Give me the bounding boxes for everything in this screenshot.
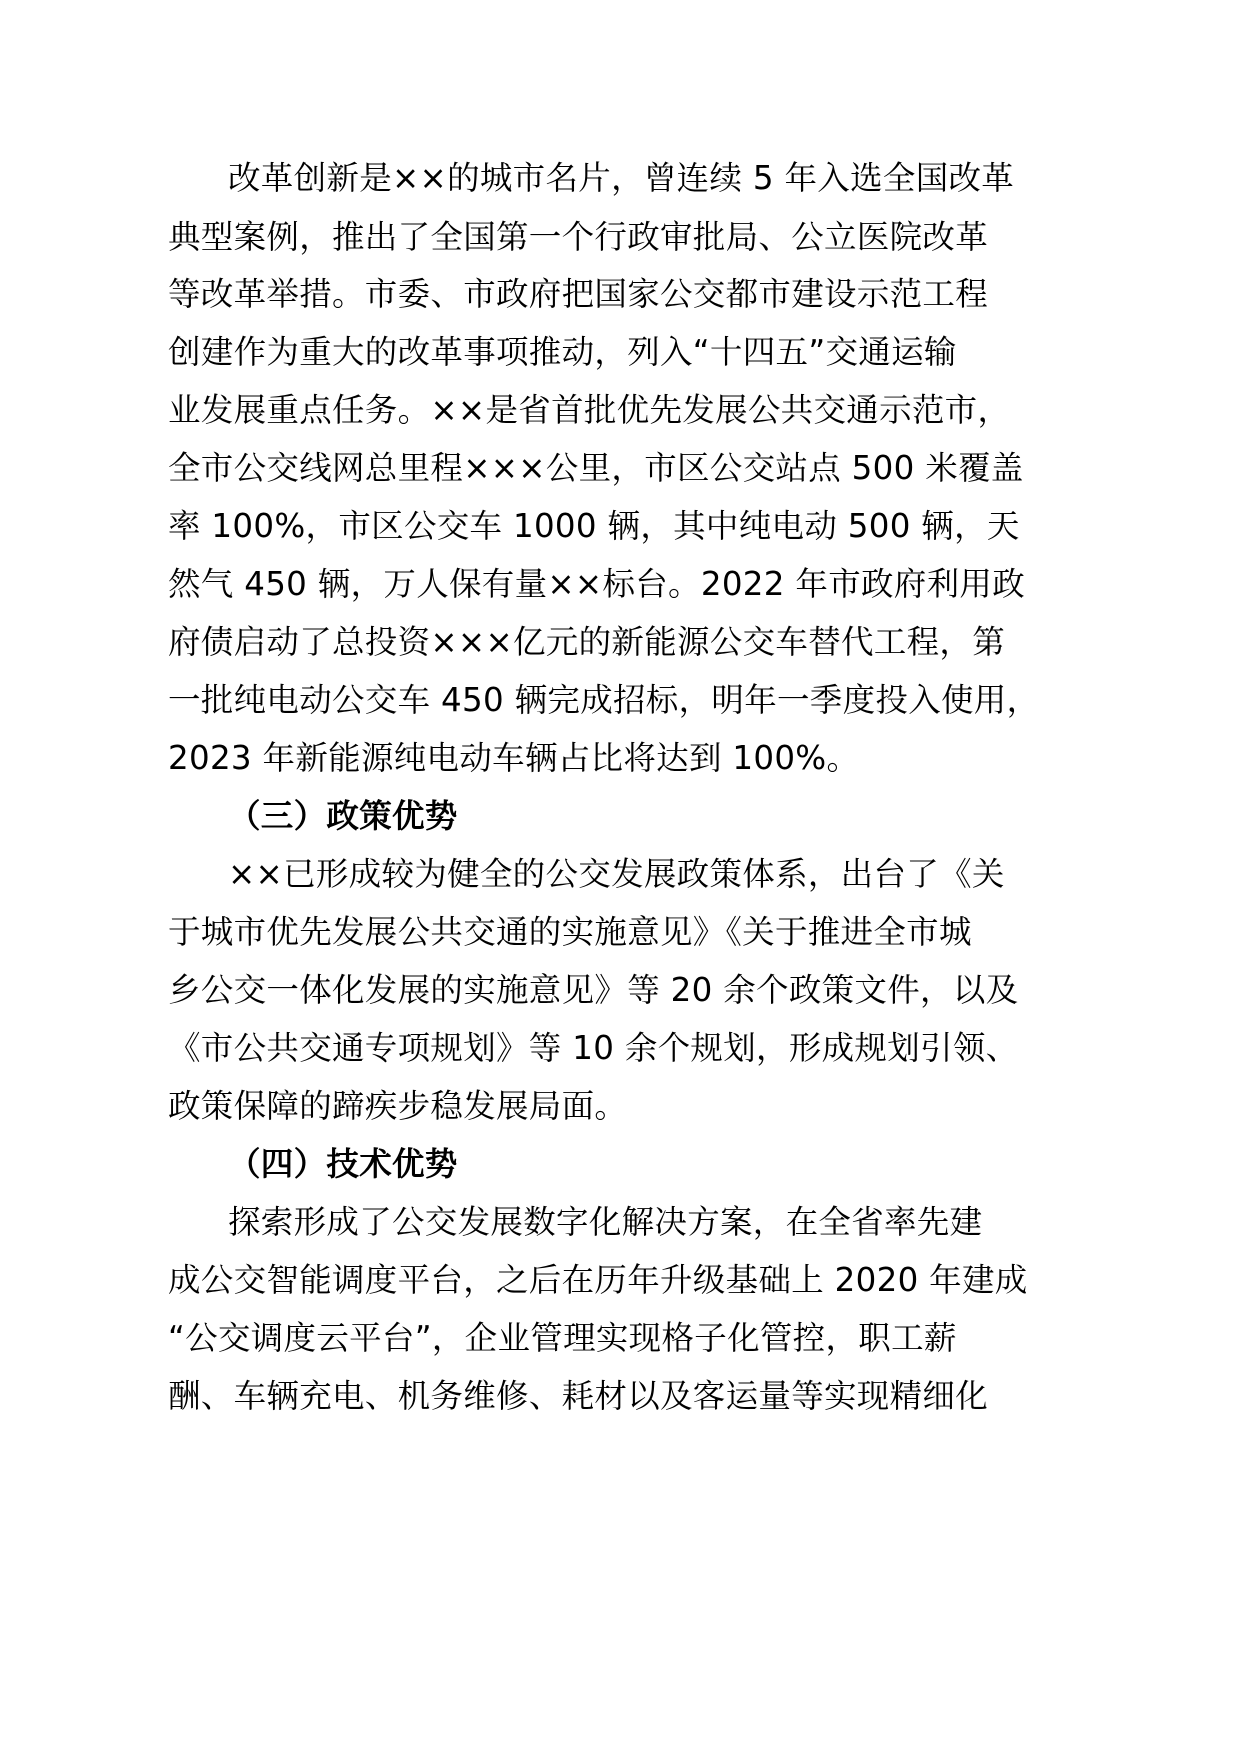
paragraph-line: 然气 450 辆，万人保有量××标台。2022 年市政府利用政	[168, 565, 1025, 603]
paragraph-line: 率 100%，市区公交车 1000 辆，其中纯电动 500 辆，天	[168, 507, 1020, 545]
paragraph-line: 酬、车辆充电、机务维修、耗材以及客运量等实现精细化	[168, 1377, 989, 1415]
paragraph-line: 《市公共交通专项规划》等 10 余个规划，形成规划引领、	[168, 1029, 1019, 1067]
paragraph-line: 业发展重点任务。××是省首批优先发展公共交通示范市，	[168, 391, 1011, 429]
paragraph-line: 典型案例，推出了全国第一个行政审批局、公立医院改革	[168, 218, 989, 256]
paragraph-line: 于城市优先发展公共交通的实施意见》《关于推进全市城	[168, 913, 972, 951]
paragraph-line: 改革创新是××的城市名片，曾连续 5 年入选全国改革	[228, 159, 1015, 197]
paragraph-line: 全市公交线网总里程×××公里，市区公交站点 500 米覆盖	[168, 449, 1024, 487]
paragraph-line: 2023 年新能源纯电动车辆占比将达到 100%。	[168, 739, 860, 777]
section-heading-policy: （三）政策优势	[228, 797, 458, 835]
paragraph-line: 政策保障的蹄疾步稳发展局面。	[168, 1087, 628, 1125]
paragraph-line: 成公交智能调度平台，之后在历年升级基础上 2020 年建成	[168, 1261, 1028, 1299]
paragraph-line: 府债启动了总投资×××亿元的新能源公交车替代工程，第	[168, 623, 1005, 661]
paragraph-line: “公交调度云平台”，企业管理实现格子化管控，职工薪	[168, 1319, 957, 1357]
paragraph-line: 创建作为重大的改革事项推动，列入“十四五”交通运输	[168, 333, 957, 371]
paragraph-line: 等改革举措。市委、市政府把国家公交都市建设示范工程	[168, 275, 989, 313]
paragraph-line: 乡公交一体化发展的实施意见》等 20 余个政策文件，以及	[168, 971, 1019, 1009]
paragraph-line: ××已形成较为健全的公交发展政策体系，出台了《关	[228, 855, 1005, 893]
section-heading-technology: （四）技术优势	[228, 1145, 458, 1183]
paragraph-line: 一批纯电动公交车 450 辆完成招标，明年一季度投入使用，	[168, 681, 1040, 719]
paragraph-line: 探索形成了公交发展数字化解决方案，在全省率先建	[228, 1203, 983, 1241]
